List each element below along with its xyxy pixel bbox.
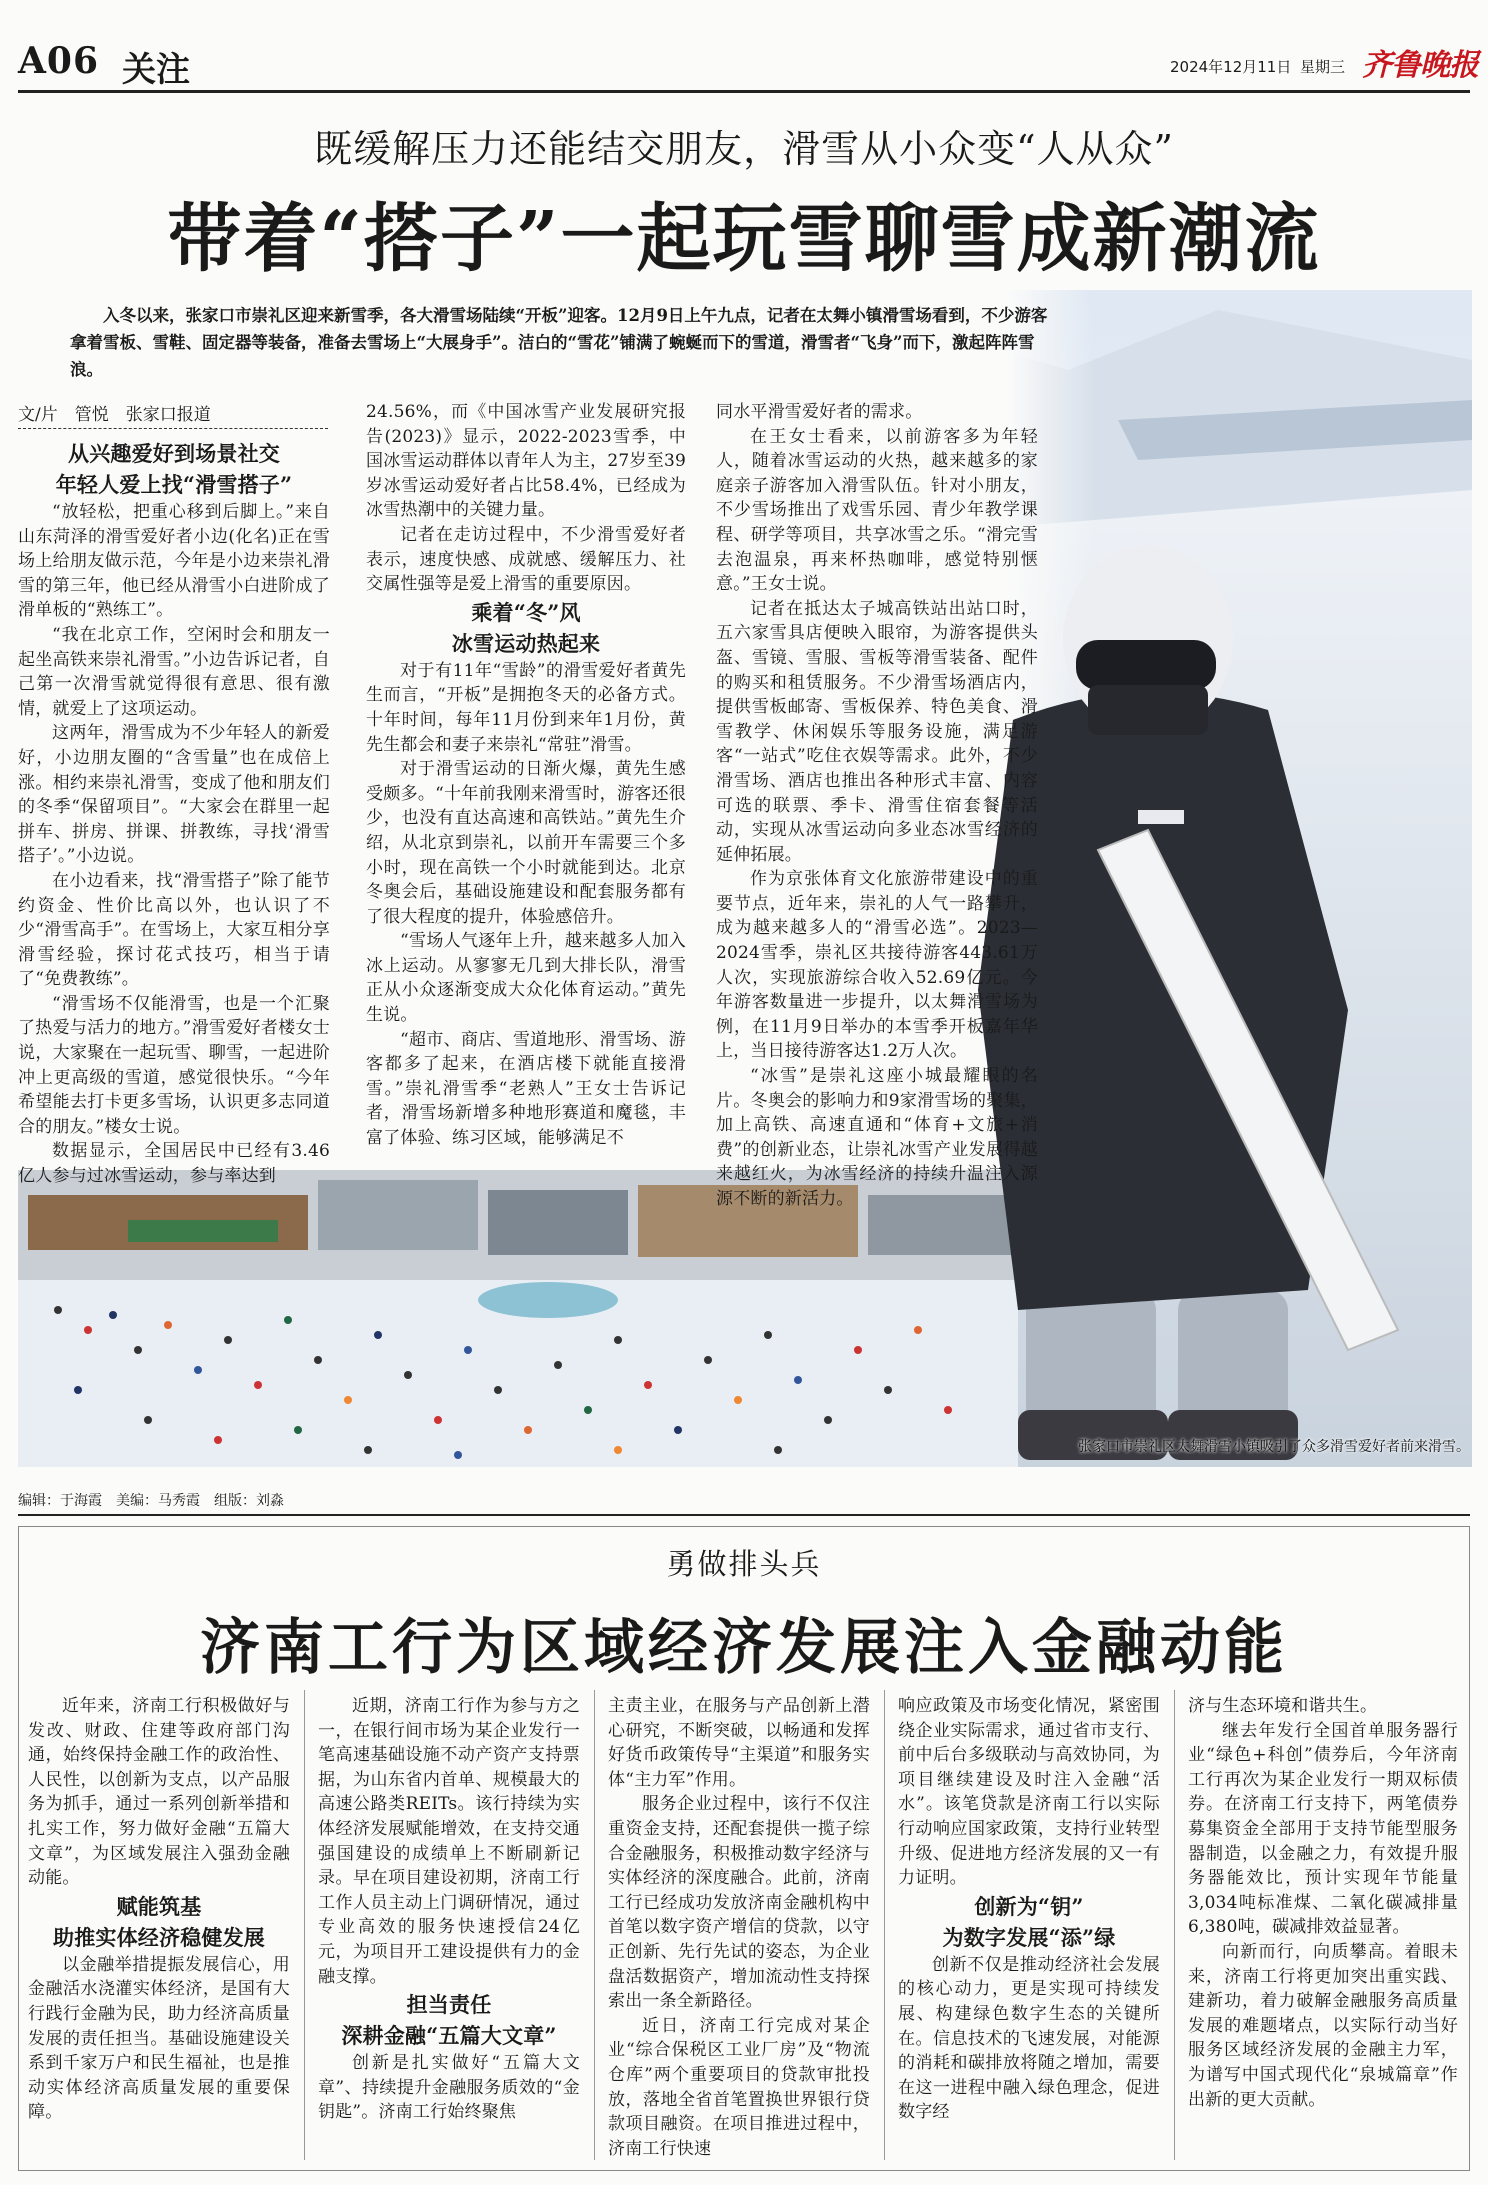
newspaper-logo: 齐鲁晚报 [1362,48,1478,83]
editor-credits: 编辑：于海霞 美编：马秀霞 组版：刘淼 [18,1493,284,1509]
header-rule [18,90,1470,93]
article2-column-1 [28,1694,290,2164]
paragraph: 近期，济南工行作为参与方之一，在银行间市场为某企业发行一笔高速基础设施不动产资产支持票据，为山东省内首单、规模最大的高速公路类REITs。该行持续为实体经济发展赋能增效，在支持交通强国建设的成绩单上不断刷新记录。早在项目建设初期，济南工行工作人员主动上门调研情况，通过专业高效的服务快速授信24亿元，为项目开工建设提供有力的金融支撑。 [318,1696,580,1987]
paragraph: 近年来，济南工行积极做好与发改、财政、住建等政府部门沟通，始终保持金融工作的政治性、人民性，以创新为支点，以产品服务为抓手，通过一系列创新举措和扎实工作，努力做好金融“五篇大文章”，为区域发展注入强劲金融动能。 [28,1696,290,1889]
article1-column-2 [366,400,686,1428]
page-number: A06 [18,40,100,82]
paragraph: 继去年发行全国首单服务器行业“绿色+科创”债券后，今年济南工行再次为某企业发行一期双标债券。在济南工行支持下，两笔债券募集资金全部用于支持节能型服务器制造，以金融之力，有效提升服务器能效比，预计实现年节能量3,034吨标准煤、二氧化碳减排量6,380吨，碳减排效益显著。 [1188,1720,1458,1938]
article2-kicker: 勇做排头兵 [666,1547,822,1581]
subheading: 从兴趣爱好到场景社交 [68,441,280,466]
section-name: 关注 [122,50,190,90]
subheading: 担当责任 [406,1992,492,2018]
article1-title: 带着“搭子”一起玩雪聊雪成新潮流 [167,196,1321,282]
paragraph: 数据显示，全国居民中已经有3.46亿人参与过冰雪运动，参与率达到 [18,1141,330,1187]
article2-column-2 [318,1694,580,2164]
paragraph: “滑雪场不仅能滑雪，也是一个汇聚了热爱与活力的地方。”滑雪爱好者楼女士说，大家聚在一起玩雪、聊雪，一起进阶冲上更高级的雪道，感觉很快乐。“今年希望能去打卡更多雪场，认识更多志同道合的朋友。”楼女士说。 [18,993,330,1137]
paragraph: 济与生态环境和谐共生。 [1188,1696,1378,1716]
section-rule [18,1514,1470,1516]
paragraph: 记者在走访过程中，不少滑雪爱好者表示，速度快感、成就感、缓解压力、社交属性强等是爱上滑雪的重要原因。 [366,524,686,595]
subheading: 深耕金融“五篇大文章” [341,2023,557,2049]
article2-column-3 [608,1694,870,2164]
paragraph: 在王女士看来，以前游客多为年轻人，随着冰雪运动的火热，越来越多的家庭亲子游客加入滑雪队伍。针对小朋友，不少雪场推出了戏雪乐园、青少年教学课程、研学等项目，共享冰雪之乐。“滑完雪去泡温泉，再来杯热咖啡，感觉特别惬意。”王女士说。 [716,426,1038,595]
paragraph: 主责主业，在服务与产品创新上潜心研究，不断突破，以畅通和发挥好货币政策传导“主渠道”和服务实体“主力军”作用。 [608,1696,870,1790]
subheading: 助推实体经济稳健发展 [53,1924,265,1950]
column-divider [884,1690,885,2160]
paragraph: 向新而行，向质攀高。着眼未来，济南工行将更加突出重实践、建新功，着力破解金融服务高质量发展的难题堵点，以实际行动当好服务区域经济发展的金融主力军，为谱写中国式现代化“泉城篇章”作出新的更大贡献。 [1188,1941,1458,2110]
paragraph: “我在北京工作，空闲时会和朋友一起坐高铁来崇礼滑雪。”小边告诉记者，自己第一次滑雪就觉得很有意思、很有激情，就爱上了这项运动。 [18,624,330,719]
article1-column-3 [716,400,1038,1428]
column-divider [304,1690,305,2160]
paragraph: 记者在抵达太子城高铁站出站口时，五六家雪具店便映入眼帘，为游客提供头盔、雪镜、雪服、雪板等滑雪装备、配件的购买和租赁服务。不少滑雪场酒店内，提供雪板邮寄、雪板保养、特色美食、滑雪教学、休闲娱乐等服务设施，满足游客“一站式”吃住衣娱等需求。此外，不少滑雪场、酒店也推出各种形式丰富、内容可选的联票、季卡、滑雪住宿套餐等活动，实现从冰雪运动向多业态冰雪经济的延伸拓展。 [716,598,1038,865]
paragraph: 对于有11年“雪龄”的滑雪爱好者黄先生而言，“开板”是拥抱冬天的必备方式。十年时间，每年11月份到来年1月份，黄先生都会和妻子来崇礼“常驻”滑雪。 [366,660,686,755]
article1-byline: 文/片 管悦 张家口报道 [18,400,328,429]
article2-column-5 [1188,1694,1458,2164]
paragraph: 近日，济南工行完成对某企业“综合保税区工业厂房”及“物流仓库”两个重要项目的贷款审批投放，落地全省首笔置换世界银行贷款项目融资。在项目推进过程中，济南工行快速 [608,2015,870,2159]
article2-title: 济南工行为区域经济发展注入金融动能 [200,1613,1288,1683]
issue-date: 2024年12月11日 [1170,58,1292,76]
paragraph: 这两年，滑雪成为不少年轻人的新爱好，小边朋友圈的“含雪量”也在成倍上涨。相约来崇礼滑雪，变成了他和朋友们的冬季“保留项目”。“大家会在群里一起拼车、拼房、拼课、拼教练，寻找‘滑雪搭子’。”小边说。 [18,723,330,867]
paragraph: 同水平滑雪爱好者的需求。 [716,402,923,422]
subheading: 年轻人爱上找“滑雪搭子” [55,472,293,497]
subheading: 为数字发展“添”绿 [942,1924,1116,1950]
article1-column-1 [18,438,330,1428]
paragraph: 响应政策及市场变化情况，紧密围绕企业实际需求，通过省市支行、前中后台多级联动与高效协同，为项目继续建设及时注入金融“活水”。该笔贷款是济南工行以实际行动响应国家政策，支持行业转型升级、促进地方经济发展的又一有力证明。 [898,1696,1160,1889]
paragraph: 以金融举措提振发展信心，用金融活水浇灌实体经济，是国有大行践行金融为民，助力经济高质量发展的责任担当。基础设施建设关系到千家万户和民生福祉，也是推动实体经济高质量发展的重要保障。 [28,1954,290,2123]
paragraph: 创新是扎实做好“五篇大文章”、持续提升金融服务质效的“金钥匙”。济南工行始终聚焦 [318,2053,580,2123]
paragraph: 24.56%，而《中国冰雪产业发展研究报告(2023)》显示，2022-2023雪季，中国冰雪运动群体以青年人为主，27岁至39岁冰雪运动爱好者占比58.4%，已经成为冰雪热潮中的关键力量。 [366,402,686,521]
paragraph: 服务企业过程中，该行不仅注重资金支持，还配套提供一揽子综合金融服务，积极推动数字经济与实体经济的深度融合。此前，济南工行已经成功发放济南金融机构中首笔以数字资产增信的贷款，以守正创新、先行先试的姿态，为企业盘活数据资产，增加流动性支持探索出一条全新路径。 [608,1794,870,2012]
paragraph: “雪场人气逐年上升，越来越多人加入冰上运动。从寥寥无几到大排长队，滑雪正从小众逐渐变成大众化体育运动。”黄先生说。 [366,931,686,1026]
paragraph: 创新不仅是推动经济社会发展的核心动力，更是实现可持续发展、构建绿色数字生态的关键所在。信息技术的飞速发展，对能源的消耗和碳排放将随之增加，需要在这一进程中融入绿色理念，促进数字经 [898,1954,1160,2123]
paragraph: “冰雪”是崇礼这座小城最耀眼的名片。冬奥会的影响力和9家滑雪场的聚集，加上高铁、高速直通和“体育+文旅+消费”的创新业态，让崇礼冰雪产业发展得越来越红火，为冰雪经济的持续升温注入源源不断的新活力。 [716,1066,1038,1209]
subheading: 赋能筑基 [116,1893,202,1919]
article1-lead: 入冬以来，张家口市崇礼区迎来新雪季，各大滑雪场陆续“开板”迎客。12月9日上午九点，记者在太舞小镇滑雪场看到，不少游客拿着雪板、雪鞋、固定器等装备，准备去雪场上“大展身手”。洁白的“雪花”铺满了蜿蜒而下的雪道，滑雪者“飞身”而下，激起阵阵雪浪。 [70,306,1048,379]
subheading: 冰雪运动热起来 [451,630,601,656]
paragraph: 对于滑雪运动的日渐火爆，黄先生感受颇多。“十年前我刚来滑雪时，游客还很少，也没有直达高速和高铁站。”黄先生介绍，从北京到崇礼，以前开车需要三个多小时，现在高铁一个小时就能到达。北京冬奥会后，基础设施建设和配套服务都有了很大程度的提升，体验感倍升。 [366,759,686,927]
subheading: 乘着“冬”风 [471,599,581,625]
weekday: 星期三 [1300,58,1346,76]
article2-column-4 [898,1694,1160,2164]
column-divider [594,1690,595,2160]
paragraph: “超市、商店、雪道地形、滑雪场、游客都多了起来，在酒店楼下就能直接滑雪。”崇礼滑雪季“老熟人”王女士告诉记者，滑雪场新增多种地形赛道和魔毯，丰富了体验、练习区域，能够满足不 [366,1029,686,1149]
paragraph: 在小边看来，找“滑雪搭子”除了能节约资金、性价比高以外，也认识了不少“滑雪高手”。在雪场上，大家互相分享滑雪经验，探讨花式技巧，相当于请了“免费教练”。 [18,870,330,990]
article1-kicker: 既缓解压力还能结交朋友，滑雪从小众变“人从众” [314,127,1174,171]
column-divider [1174,1690,1175,2160]
photo-caption: 张家口市崇礼区太舞滑雪小镇吸引了众多滑雪爱好者前来滑雪。 [1078,1439,1470,1455]
paragraph: 作为京张体育文化旅游带建设中的重要节点，近年来，崇礼的人气一路攀升，成为越来越多人的“滑雪必选”。2023—2024雪季，崇礼区共接待游客443.61万人次，实现旅游综合收入52.69亿元。今年游客数量进一步提升，以太舞滑雪场为例，在11月9日举办的本雪季开板嘉年华上，当日接待游客达1.2万人次。 [716,869,1038,1062]
subheading: 创新为“钥” [974,1893,1084,1919]
paragraph: “放轻松，把重心移到后脚上。”来自山东菏泽的滑雪爱好者小边(化名)正在雪场上给朋友做示范，今年是小边来崇礼滑雪的第三年，他已经从滑雪小白进阶成了滑单板的“熟练工”。 [18,502,330,621]
